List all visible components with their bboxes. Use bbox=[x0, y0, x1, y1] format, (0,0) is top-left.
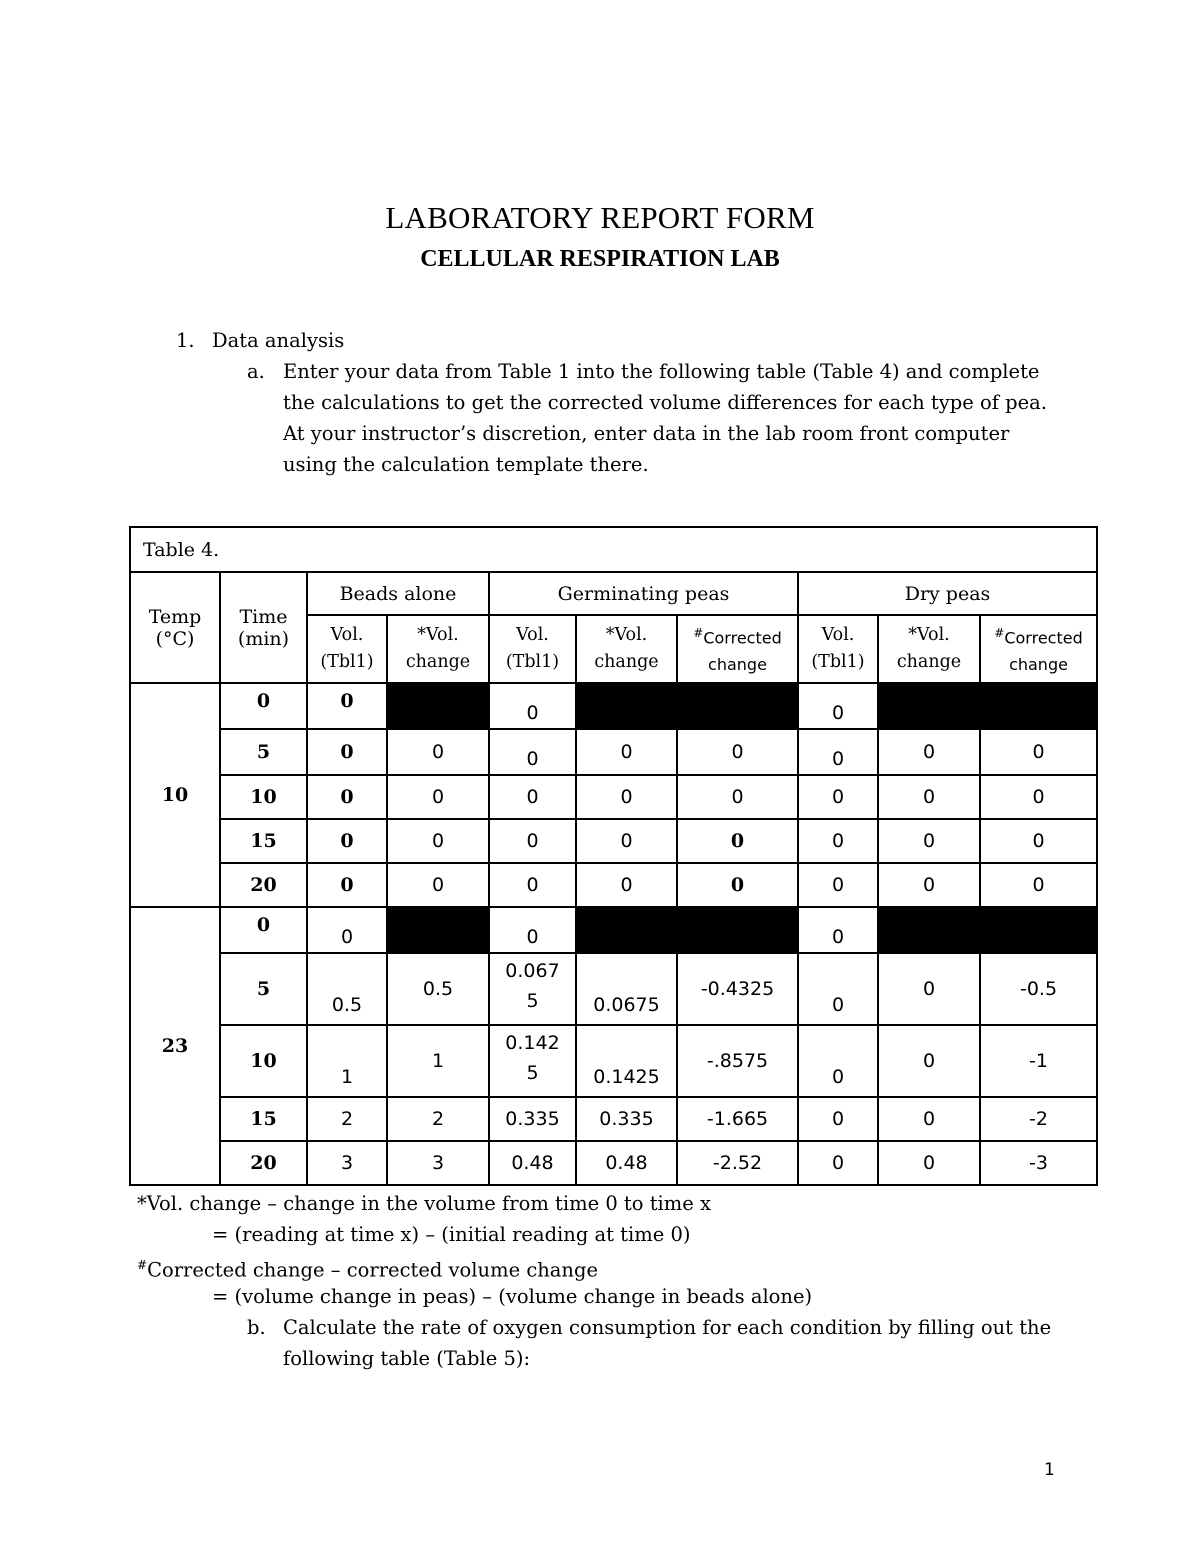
footnote-corrected-text: Corrected change – corrected volume change bbox=[147, 1258, 599, 1282]
vol-subheader bbox=[307, 615, 387, 683]
data-cell-d-chg: 0 bbox=[878, 1097, 980, 1141]
corrected-mark: # bbox=[693, 625, 704, 640]
vol-subheader bbox=[798, 615, 878, 683]
blacked-out-cell bbox=[576, 907, 677, 953]
data-cell-g-vol: 0 bbox=[489, 863, 576, 907]
data-cell-b-vol: 3 bbox=[307, 1141, 387, 1185]
data-cell-g-chg: 0 bbox=[576, 775, 677, 819]
corrected-change-subheader bbox=[980, 615, 1097, 683]
blacked-out-cell bbox=[980, 683, 1097, 729]
temp-header-label: Temp bbox=[148, 605, 202, 628]
data-cell-g-vol: 0 bbox=[489, 907, 576, 953]
vol-subheader-label: Vol. bbox=[821, 625, 855, 645]
blacked-out-cell bbox=[878, 907, 980, 953]
footnote-corrected-formula: = (volume change in peas) – (volume change in beads alone) bbox=[212, 1285, 813, 1308]
data-cell-g-chg: 0.0675 bbox=[576, 953, 677, 1025]
data-cell-g-vol: 0.48 bbox=[489, 1141, 576, 1185]
data-cell-g-corr: -.8575 bbox=[677, 1025, 798, 1097]
temp-header-unit: (°C) bbox=[155, 627, 195, 650]
data-cell-d-corr: 0 bbox=[980, 775, 1097, 819]
data-cell-g-corr: 0 bbox=[677, 819, 798, 863]
item-a-line: using the calculation template there. bbox=[283, 453, 649, 476]
data-cell-b-chg: 0 bbox=[387, 819, 489, 863]
data-cell-g-corr: 0 bbox=[677, 729, 798, 775]
section-heading bbox=[176, 325, 344, 356]
time-header-label: Time bbox=[239, 605, 288, 628]
time-cell: 10 bbox=[220, 1025, 307, 1097]
data-cell-b-chg: 0 bbox=[387, 863, 489, 907]
data-cell-d-chg: 0 bbox=[878, 819, 980, 863]
footnote-mark: # bbox=[137, 1258, 148, 1272]
time-cell: 20 bbox=[220, 1141, 307, 1185]
item-b-line: Calculate the rate of oxygen consumption for each condition by filling out the bbox=[283, 1316, 1052, 1339]
data-cell-b-vol: 0 bbox=[307, 775, 387, 819]
beads-header: Beads alone bbox=[307, 572, 489, 615]
blacked-out-cell bbox=[878, 683, 980, 729]
data-cell-d-vol: 0 bbox=[798, 775, 878, 819]
table-row bbox=[130, 1025, 1097, 1097]
data-cell-g-vol: 0.335 bbox=[489, 1097, 576, 1141]
blacked-out-cell bbox=[980, 907, 1097, 953]
table-row bbox=[130, 1141, 1097, 1185]
data-cell-b-vol: 2 bbox=[307, 1097, 387, 1141]
data-cell-b-vol: 1 bbox=[307, 1025, 387, 1097]
corrected-label2: change bbox=[708, 655, 767, 675]
data-cell-b-chg: 2 bbox=[387, 1097, 489, 1141]
vol-change-subheader-label2: change bbox=[594, 652, 659, 672]
data-cell-d-vol: 0 bbox=[798, 863, 878, 907]
data-cell-b-chg: 1 bbox=[387, 1025, 489, 1097]
data-cell-d-vol: 0 bbox=[798, 1141, 878, 1185]
table-row bbox=[130, 1097, 1097, 1141]
section-heading-text: Data analysis bbox=[212, 329, 345, 352]
data-cell-d-vol: 0 bbox=[798, 729, 878, 775]
data-cell-g-vol: 0 bbox=[489, 775, 576, 819]
vol-subheader-source: (Tbl1) bbox=[320, 652, 374, 672]
table-row bbox=[130, 683, 1097, 729]
data-cell-d-corr: -2 bbox=[980, 1097, 1097, 1141]
data-cell-d-chg: 0 bbox=[878, 863, 980, 907]
time-cell: 10 bbox=[220, 775, 307, 819]
time-cell: 15 bbox=[220, 819, 307, 863]
time-header bbox=[220, 572, 307, 683]
data-cell-g-corr: -1.665 bbox=[677, 1097, 798, 1141]
data-cell-d-vol: 0 bbox=[798, 683, 878, 729]
footnote-vol-formula: = (reading at time x) – (initial reading at time 0) bbox=[212, 1223, 691, 1246]
corrected-label: Corrected bbox=[1004, 628, 1083, 648]
data-cell-b-chg: 0.5 bbox=[387, 953, 489, 1025]
data-cell-d-vol: 0 bbox=[798, 907, 878, 953]
table-row bbox=[130, 907, 1097, 953]
data-cell-b-vol: 0 bbox=[307, 907, 387, 953]
time-cell: 20 bbox=[220, 863, 307, 907]
corrected-mark: # bbox=[994, 625, 1005, 640]
corrected-label2: change bbox=[1009, 655, 1068, 675]
temp-cell: 10 bbox=[130, 683, 220, 907]
table-row bbox=[130, 953, 1097, 1025]
data-cell-g-corr: -0.4325 bbox=[677, 953, 798, 1025]
data-cell-g-vol: 0 bbox=[489, 683, 576, 729]
data-cell-b-vol: 0 bbox=[307, 819, 387, 863]
data-cell-d-corr: 0 bbox=[980, 729, 1097, 775]
data-cell-d-vol: 0 bbox=[798, 819, 878, 863]
blacked-out-cell bbox=[387, 907, 489, 953]
table-row bbox=[130, 729, 1097, 775]
data-cell-d-corr: 0 bbox=[980, 863, 1097, 907]
table-row bbox=[130, 819, 1097, 863]
data-cell-d-chg: 0 bbox=[878, 729, 980, 775]
data-cell-g-corr: -2.52 bbox=[677, 1141, 798, 1185]
corrected-change-subheader-label bbox=[678, 620, 797, 651]
vol-change-subheader-label2: change bbox=[405, 652, 471, 672]
time-cell: 0 bbox=[220, 907, 307, 953]
page-title: LABORATORY REPORT FORM bbox=[385, 200, 815, 235]
data-cell-g-vol: 0.067 5 bbox=[489, 953, 576, 1025]
data-cell-d-vol: 0 bbox=[798, 953, 878, 1025]
item-a-line: Enter your data from Table 1 into the following table (Table 4) and complete bbox=[283, 360, 1040, 383]
footnote-vol-change: *Vol. change – change in the volume from time 0 to time x bbox=[137, 1192, 711, 1215]
table-row bbox=[130, 775, 1097, 819]
vol-subheader-label: Vol. bbox=[330, 625, 364, 645]
vol-subheader-source: (Tbl1) bbox=[505, 652, 560, 672]
data-cell-g-vol: 0.142 5 bbox=[489, 1025, 576, 1097]
time-cell: 0 bbox=[220, 683, 307, 729]
time-cell: 5 bbox=[220, 729, 307, 775]
table-4 bbox=[129, 526, 1098, 1186]
data-cell-g-chg: 0 bbox=[576, 729, 677, 775]
vol-subheader-source: (Tbl1) bbox=[811, 652, 865, 672]
section-number: 1. bbox=[176, 329, 195, 352]
item-a-line: the calculations to get the corrected volume differences for each type of pea. bbox=[283, 391, 1048, 414]
data-cell-b-chg: 3 bbox=[387, 1141, 489, 1185]
blacked-out-cell bbox=[387, 683, 489, 729]
dry-header: Dry peas bbox=[798, 572, 1097, 615]
data-cell-g-chg: 0 bbox=[576, 863, 677, 907]
data-cell-d-vol: 0 bbox=[798, 1097, 878, 1141]
temp-header bbox=[130, 572, 220, 683]
vol-change-subheader bbox=[878, 615, 980, 683]
data-cell-b-vol: 0.5 bbox=[307, 953, 387, 1025]
blacked-out-cell bbox=[576, 683, 677, 729]
data-cell-b-chg: 0 bbox=[387, 775, 489, 819]
data-cell-d-corr: -3 bbox=[980, 1141, 1097, 1185]
corrected-change-subheader-label bbox=[981, 620, 1096, 651]
data-cell-b-chg: 0 bbox=[387, 729, 489, 775]
time-cell: 15 bbox=[220, 1097, 307, 1141]
vol-change-subheader-label: *Vol. bbox=[605, 625, 648, 645]
vol-change-subheader-label: *Vol. bbox=[417, 625, 459, 645]
germ-header: Germinating peas bbox=[489, 572, 798, 615]
vol-change-subheader-label2: change bbox=[896, 652, 962, 672]
data-cell-d-chg: 0 bbox=[878, 953, 980, 1025]
time-cell: 5 bbox=[220, 953, 307, 1025]
corrected-label: Corrected bbox=[703, 628, 782, 648]
blacked-out-cell bbox=[677, 683, 798, 729]
vol-change-subheader-label: *Vol. bbox=[908, 625, 950, 645]
data-cell-d-chg: 0 bbox=[878, 1141, 980, 1185]
vol-change-subheader bbox=[576, 615, 677, 683]
item-b-label: b. bbox=[247, 1316, 266, 1339]
data-cell-b-vol: 0 bbox=[307, 729, 387, 775]
data-cell-g-chg: 0.48 bbox=[576, 1141, 677, 1185]
data-cell-d-corr: -1 bbox=[980, 1025, 1097, 1097]
data-cell-b-vol: 0 bbox=[307, 863, 387, 907]
time-header-unit: (min) bbox=[237, 627, 290, 650]
blacked-out-cell bbox=[677, 907, 798, 953]
data-cell-d-chg: 0 bbox=[878, 775, 980, 819]
data-cell-g-chg: 0.335 bbox=[576, 1097, 677, 1141]
data-cell-g-corr: 0 bbox=[677, 863, 798, 907]
page-subtitle: CELLULAR RESPIRATION LAB bbox=[420, 246, 780, 272]
data-cell-b-vol: 0 bbox=[307, 683, 387, 729]
item-a-label: a. bbox=[247, 360, 265, 383]
table-row bbox=[130, 863, 1097, 907]
item-a-line: At your instructor’s discretion, enter data in the lab room front computer bbox=[283, 422, 1010, 445]
data-cell-d-corr: 0 bbox=[980, 819, 1097, 863]
vol-subheader-label: Vol. bbox=[516, 625, 549, 645]
temp-cell: 23 bbox=[130, 907, 220, 1185]
data-cell-g-chg: 0 bbox=[576, 819, 677, 863]
item-b-line: following table (Table 5): bbox=[283, 1347, 531, 1370]
data-cell-g-vol: 0 bbox=[489, 819, 576, 863]
vol-change-subheader bbox=[387, 615, 489, 683]
data-cell-d-vol: 0 bbox=[798, 1025, 878, 1097]
data-cell-d-chg: 0 bbox=[878, 1025, 980, 1097]
data-cell-g-chg: 0.1425 bbox=[576, 1025, 677, 1097]
vol-subheader bbox=[489, 615, 576, 683]
data-cell-d-corr: -0.5 bbox=[980, 953, 1097, 1025]
table-caption: Table 4. bbox=[130, 527, 1097, 572]
corrected-change-subheader bbox=[677, 615, 798, 683]
data-cell-g-vol: 0 bbox=[489, 729, 576, 775]
page-number: 1 bbox=[1044, 1460, 1055, 1480]
data-cell-g-corr: 0 bbox=[677, 775, 798, 819]
